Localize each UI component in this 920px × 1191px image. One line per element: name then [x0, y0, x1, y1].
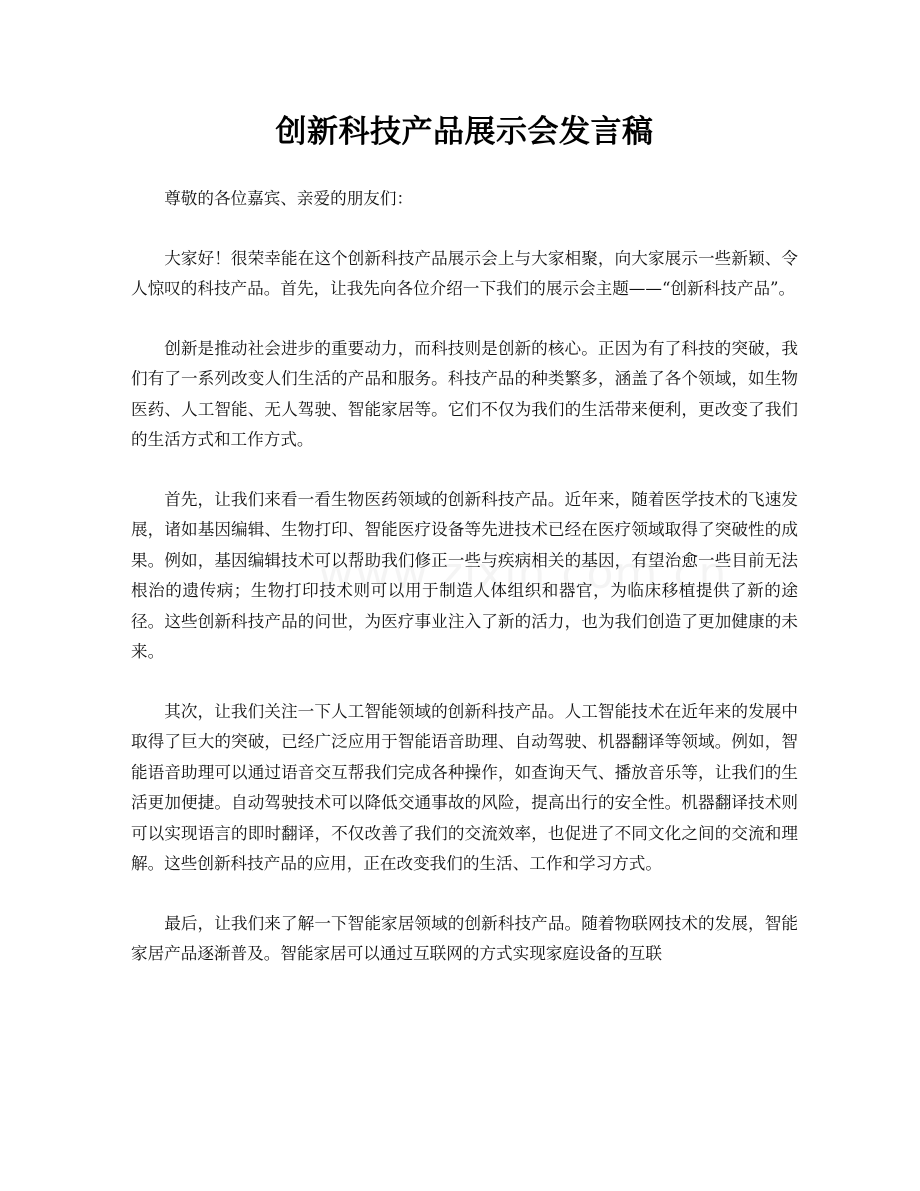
- document-body: [131, 184, 798, 970]
- document-title: 创新科技产品展示会发言稿: [275, 114, 654, 150]
- paragraph-smart-home: 最后，让我们来了解一下智能家居领域的创新科技产品。随着物联网技术的发展，智能家居产品逐渐普及。智能家居可以通过互联网的方式实现家庭设备的互联: [131, 913, 798, 963]
- paragraph-ai: 其次，让我们关注一下人工智能领域的创新科技产品。人工智能技术在近年来的发展中取得了巨大的突破，已经广泛应用于智能语音助理、自动驾驶、机器翻译等领域。例如，智能语音助理可以通过语音交互帮我们完成各种操作，如查询天气、播放音乐等，让我们的生活更加便捷。自动驾驶技术可以降低交通事故的风险，提高出行的安全性。机器翻译技术则可以实现语言的即时翻译，不仅改善了我们的交流效率，也促进了不同文化之间的交流和理解。这些创新科技产品的应用，正在改变我们的生活、工作和学习方式。: [131, 701, 798, 873]
- paragraph-innovation: 创新是推动社会进步的重要动力，而科技则是创新的核心。正因为有了科技的突破，我们有了一系列改变人们生活的产品和服务。科技产品的种类繁多，涵盖了各个领域，如生物医药、人工智能、无人驾驶、智能家居等。它们不仅为我们的生活带来便利，更改变了我们的生活方式和工作方式。: [131, 338, 798, 449]
- paragraph-greeting: 尊敬的各位嘉宾、亲爱的朋友们：: [164, 189, 414, 208]
- paragraph-biomedicine: 首先，让我们来看一看生物医药领域的创新科技产品。近年来，随着医学技术的飞速发展，诸如基因编辑、生物打印、智能医疗设备等先进技术已经在医疗领域取得了突破性的成果。例如，基因编辑技术可以帮助我们修正一些与疾病相关的基因，有望治愈一些目前无法根治的遗传病；生物打印技术则可以用于制造人体组织和器官，为临床移植提供了新的途径。这些创新科技产品的问世，为医疗事业注入了新的活力，也为我们创造了更加健康的未来。: [131, 489, 798, 661]
- paragraph-intro: 大家好！很荣幸能在这个创新科技产品展示会上与大家相聚，向大家展示一些新颖、令人惊叹的科技产品。首先，让我先向各位介绍一下我们的展示会主题——“创新科技产品”。: [131, 248, 798, 298]
